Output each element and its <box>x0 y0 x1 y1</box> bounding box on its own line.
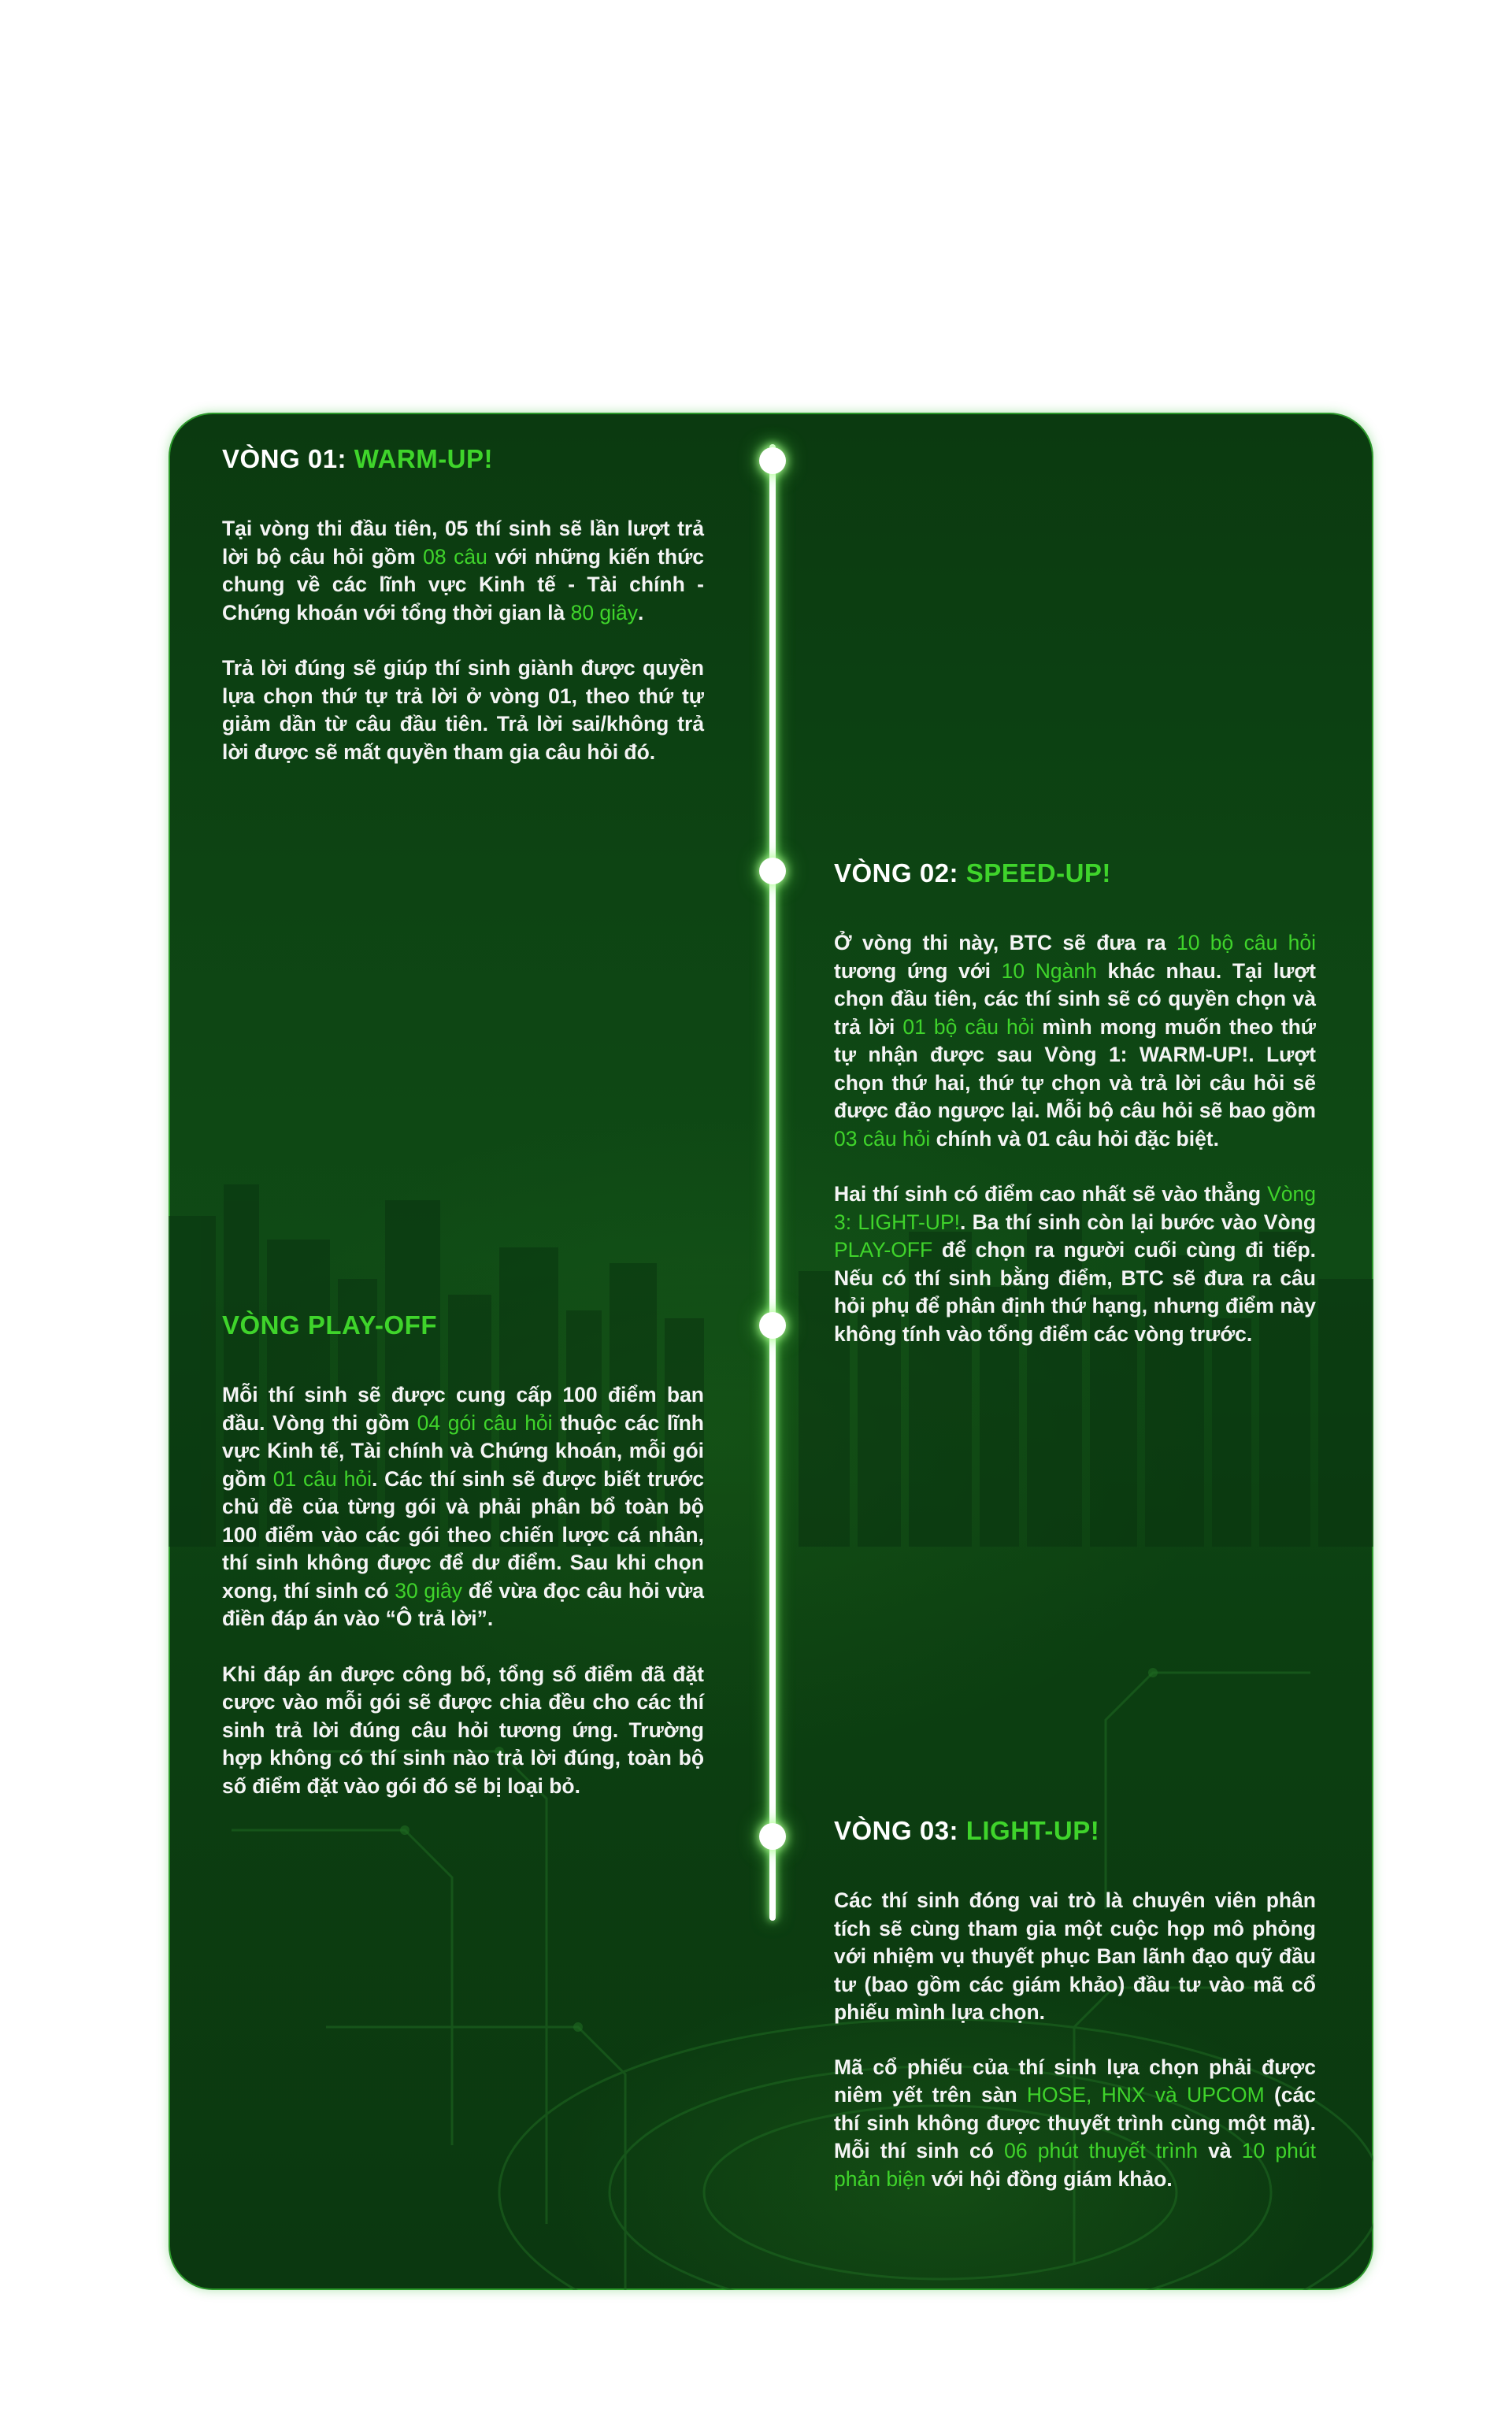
timeline-dot-playoff <box>759 1312 786 1339</box>
round-1-title: VÒNG 01: WARM-UP! <box>222 444 494 473</box>
timeline-line <box>769 444 776 1921</box>
round-2-section <box>834 858 1316 1376</box>
playoff-paragraph-1: Mỗi thí sinh sẽ được cung cấp 100 điểm ban đầu. Vòng thi gồm 04 gói câu hỏi thuộc các lĩnh vực Kinh tế, Tài chính và Chứng khoán, mỗi gói gồm 01 câu hỏi. Các thí sinh sẽ được biết trước chủ đề của từng gói và phải phân bổ toàn bộ 100 điểm vào các gói theo chiến lược cá nhân, thí sinh không được để dư điểm. Sau khi chọn xong, thí sinh có 30 giây để vừa đọc câu hỏi vừa điền đáp án vào “Ô trả lời”. <box>222 1383 705 1630</box>
timeline-dot-round-2 <box>759 858 786 884</box>
round-2-title: VÒNG 02: SPEED-UP! <box>834 858 1111 888</box>
playoff-title: VÒNG PLAY-OFF <box>222 1310 437 1340</box>
timeline-dot-round-1 <box>759 447 786 474</box>
playoff-paragraph-2: Khi đáp án được công bố, tổng số điểm đã đặt cược vào mỗi gói sẽ được chia đều cho các thí sinh trả lời đúng câu hỏi tương ứng. Trường hợp không có thí sinh nào trả lời đúng, toàn bộ số điểm đặt vào gói đó sẽ bị loại bỏ. <box>222 1662 704 1798</box>
round-3-section <box>834 1816 1316 2220</box>
timeline-dot-round-3 <box>759 1823 786 1850</box>
round-1-paragraph-2: Trả lời đúng sẽ giúp thí sinh giành được quyền lựa chọn thứ tự trả lời ở vòng 01, theo thứ tự giảm dần từ câu đầu tiên. Trả lời sai/không trả lời được sẽ mất quyền tham gia câu hỏi đó. <box>222 656 704 764</box>
round-3-paragraph-1: Các thí sinh đóng vai trò là chuyên viên phân tích sẽ cùng tham gia một cuộc họp mô phỏng với nhiệm vụ thuyết phục Ban lãnh đạo quỹ đầu tư (bao gồm các giám khảo) đầu tư vào mã cổ phiếu mình lựa chọn. <box>834 1888 1316 2024</box>
round-1-section <box>222 444 704 794</box>
playoff-section <box>222 1310 704 1828</box>
round-3-title: VÒNG 03: LIGHT-UP! <box>834 1816 1100 1845</box>
round-1-paragraph-1: Tại vòng thi đầu tiên, 05 thí sinh sẽ lần lượt trả lời bộ câu hỏi gồm 08 câu với những kiến thức chung về các lĩnh vực Kinh tế - Tài chính - Chứng khoán với tổng thời gian là 80 giây. <box>222 517 704 624</box>
round-3-paragraph-2: Mã cổ phiếu của thí sinh lựa chọn phải được niêm yết trên sàn HOSE, HNX và UPCOM (các thí sinh không được thuyết trình cùng một mã). Mỗi thí sinh có 06 phút thuyết trình và 10 phút phản biện với hội đồng giám khảo. <box>834 2055 1317 2191</box>
round-2-paragraph-2: Hai thí sinh có điểm cao nhất sẽ vào thẳng Vòng 3: LIGHT-UP!. Ba thí sinh còn lại bước vào Vòng PLAY-OFF để chọn ra người cuối cùng đi tiếp. Nếu có thí sinh bằng điểm, BTC sẽ đưa ra câu hỏi phụ để phân định thứ hạng, nhưng điểm này không tính vào tổng điểm các vòng trước. <box>834 1182 1317 1346</box>
round-2-paragraph-1: Ở vòng thi này, BTC sẽ đưa ra 10 bộ câu hỏi tương ứng với 10 Ngành khác nhau. Tại lượt chọn đầu tiên, các thí sinh sẽ có quyền chọn và trả lời 01 bộ câu hỏi mình mong muốn theo thứ tự nhận được sau Vòng 1: WARM-UP!. Lượt chọn thứ hai, thứ tự chọn và trả lời câu hỏi sẽ được đảo ngược lại. Mỗi bộ câu hỏi sẽ bao gồm 03 câu hỏi chính và 01 câu hỏi đặc biệt. <box>834 931 1317 1151</box>
rounds-card <box>169 413 1373 2290</box>
